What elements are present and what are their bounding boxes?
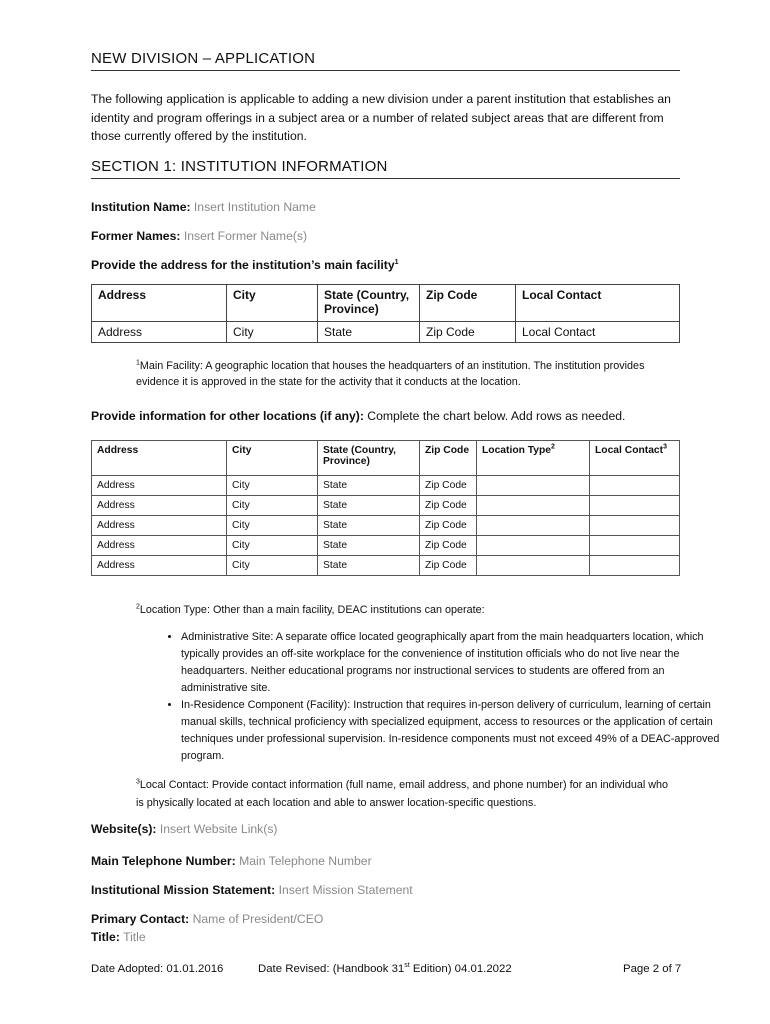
section-1-heading: SECTION 1: INSTITUTION INFORMATION [91, 158, 680, 179]
footnote-3-number: 3 [136, 778, 140, 786]
city-cell[interactable]: City [227, 322, 318, 343]
zip-cell[interactable]: Zip Code [420, 536, 477, 556]
page-title: NEW DIVISION – APPLICATION [91, 50, 680, 71]
header-city: City [227, 285, 318, 322]
address-cell[interactable]: Address [92, 496, 227, 516]
state-cell[interactable]: State [318, 496, 420, 516]
location-type-cell[interactable] [477, 496, 590, 516]
header-state: State (Country, Province) [318, 285, 420, 322]
footnote-3-text: Local Contact: Provide contact information (full name, email address, and phone number) for an individual who is physically located at each location and able to answer location-specific questions. [136, 779, 669, 809]
institution-name-label: Institution Name: [91, 200, 191, 214]
local-contact-cell[interactable] [590, 556, 680, 576]
title-input[interactable]: Title [123, 930, 146, 944]
city-cell[interactable]: City [227, 476, 318, 496]
website-label: Website(s): [91, 822, 157, 836]
location-type-cell[interactable] [477, 536, 590, 556]
address-cell[interactable]: Address [92, 516, 227, 536]
header-city: City [227, 441, 318, 476]
telephone-field [91, 854, 372, 868]
footnote-2 [136, 602, 676, 618]
state-cell[interactable]: State [318, 476, 420, 496]
local-contact-cell[interactable] [590, 496, 680, 516]
footer-revised-sup: st [404, 962, 410, 970]
mission-field [91, 883, 413, 897]
local-contact-cell[interactable]: Local Contact [516, 322, 680, 343]
location-type-cell[interactable] [477, 476, 590, 496]
local-contact-cell[interactable] [590, 476, 680, 496]
header-local-contact: Local Contact [516, 285, 680, 322]
website-input[interactable]: Insert Website Link(s) [159, 822, 278, 836]
footnote-3 [136, 776, 676, 812]
primary-contact-input[interactable]: Name of President/CEO [192, 912, 324, 926]
footer-date-adopted: Date Adopted: 01.01.2016 [91, 963, 224, 975]
state-cell[interactable]: State [318, 556, 420, 576]
city-cell[interactable]: City [227, 496, 318, 516]
former-names-input[interactable]: Insert Former Name(s) [183, 229, 308, 243]
address-cell[interactable]: Address [92, 536, 227, 556]
footer-page-number: Page 2 of 7 [623, 963, 682, 975]
main-facility-row [92, 322, 680, 343]
footnote-2-number: 2 [136, 603, 140, 611]
header-zip: Zip Code [420, 285, 516, 322]
footer-revised-pre: Date Revised: (Handbook 31 [258, 963, 405, 975]
former-names-label: Former Names: [91, 229, 181, 243]
local-contact-cell[interactable] [590, 536, 680, 556]
main-address-prompt [91, 258, 399, 272]
table-row [92, 516, 680, 536]
main-facility-table [91, 284, 680, 343]
title-field [91, 930, 146, 944]
website-field [91, 822, 278, 836]
list-item: • Administrative Site: A separate office located geographically apart from the main headquarters location, which typically provides an off-site workplace for the convenience of institution officials who do not live near the headquarters. Neither educational programs nor instructional services to students are offered from an administrative site. [181, 629, 721, 697]
footnote-2-text: Location Type: Other than a main facility, DEAC institutions can operate: [139, 604, 485, 616]
primary-contact-field [91, 912, 323, 926]
mission-input[interactable]: Insert Mission Statement [278, 883, 413, 897]
institution-name-field [91, 200, 316, 214]
address-cell[interactable]: Address [92, 322, 227, 343]
state-cell[interactable]: State [318, 516, 420, 536]
header-address: Address [92, 285, 227, 322]
table-row [92, 556, 680, 576]
location-type-list [136, 629, 721, 765]
intro-paragraph: The following application is applicable to adding a new division under a parent institution that establishes an identity and program offerings in a subject area or a number of related subject areas that are different from those currently offered by the institution. [91, 92, 671, 143]
other-locations-instruction: Complete the chart below. Add rows as needed. [367, 409, 626, 423]
zip-cell[interactable]: Zip Code [420, 476, 477, 496]
institution-name-input[interactable]: Insert Institution Name [193, 200, 316, 214]
zip-cell[interactable]: Zip Code [420, 516, 477, 536]
other-locations-table [91, 440, 680, 576]
table-row [92, 536, 680, 556]
zip-cell[interactable]: Zip Code [420, 322, 516, 343]
footer-date-revised [258, 963, 512, 975]
main-address-prompt-text: Provide the address for the institution’s main facility [91, 258, 395, 272]
header-state: State (Country, Province) [318, 441, 420, 476]
state-cell[interactable]: State [318, 322, 420, 343]
city-cell[interactable]: City [227, 536, 318, 556]
city-cell[interactable]: City [227, 556, 318, 576]
list-item: • In-Residence Component (Facility): Instruction that requires in-person delivery of curriculum, learning of certain manual skills, technical proficiency with specialized equipment, access to resources or the application of certain techniques under professional supervision. In-residence components must not exceed 49% of a DEAC-approved program. [181, 697, 721, 765]
header-location-type-text: Location Type [482, 445, 552, 456]
former-names-field [91, 229, 307, 243]
footer-revised-post: Edition) 04.01.2022 [409, 963, 512, 975]
footnote-1-number: 1 [136, 359, 140, 367]
telephone-input[interactable]: Main Telephone Number [239, 854, 372, 868]
zip-cell[interactable]: Zip Code [420, 556, 477, 576]
state-cell[interactable]: State [318, 536, 420, 556]
footnote-1-text: Main Facility: A geographic location that houses the headquarters of an institution. The institution provides evidence it is approved in the state for the activity that it conducts at the location. [136, 360, 645, 388]
footnote-ref-3: 3 [663, 443, 667, 451]
mission-label: Institutional Mission Statement: [91, 883, 276, 897]
header-local-contact-text: Local Contact [595, 445, 664, 456]
city-cell[interactable]: City [227, 516, 318, 536]
table-row [92, 476, 680, 496]
header-location-type [477, 441, 590, 476]
footnote-1 [136, 358, 676, 390]
location-type-cell[interactable] [477, 516, 590, 536]
main-facility-header-row [92, 285, 680, 322]
local-contact-cell[interactable] [590, 516, 680, 536]
address-cell[interactable]: Address [92, 556, 227, 576]
header-address: Address [92, 441, 227, 476]
title-label: Title: [91, 930, 120, 944]
table-row [92, 496, 680, 516]
zip-cell[interactable]: Zip Code [420, 496, 477, 516]
footnote-ref-2: 2 [551, 443, 555, 451]
header-zip: Zip Code [420, 441, 477, 476]
footnote-ref-1: 1 [394, 258, 399, 266]
other-locations-label: Provide information for other locations (if any): [91, 409, 364, 423]
telephone-label: Main Telephone Number: [91, 854, 236, 868]
header-local-contact [590, 441, 680, 476]
address-cell[interactable]: Address [92, 476, 227, 496]
other-locations-prompt [91, 409, 625, 423]
location-type-cell[interactable] [477, 556, 590, 576]
primary-contact-label: Primary Contact: [91, 912, 190, 926]
other-locations-header-row [92, 441, 680, 476]
